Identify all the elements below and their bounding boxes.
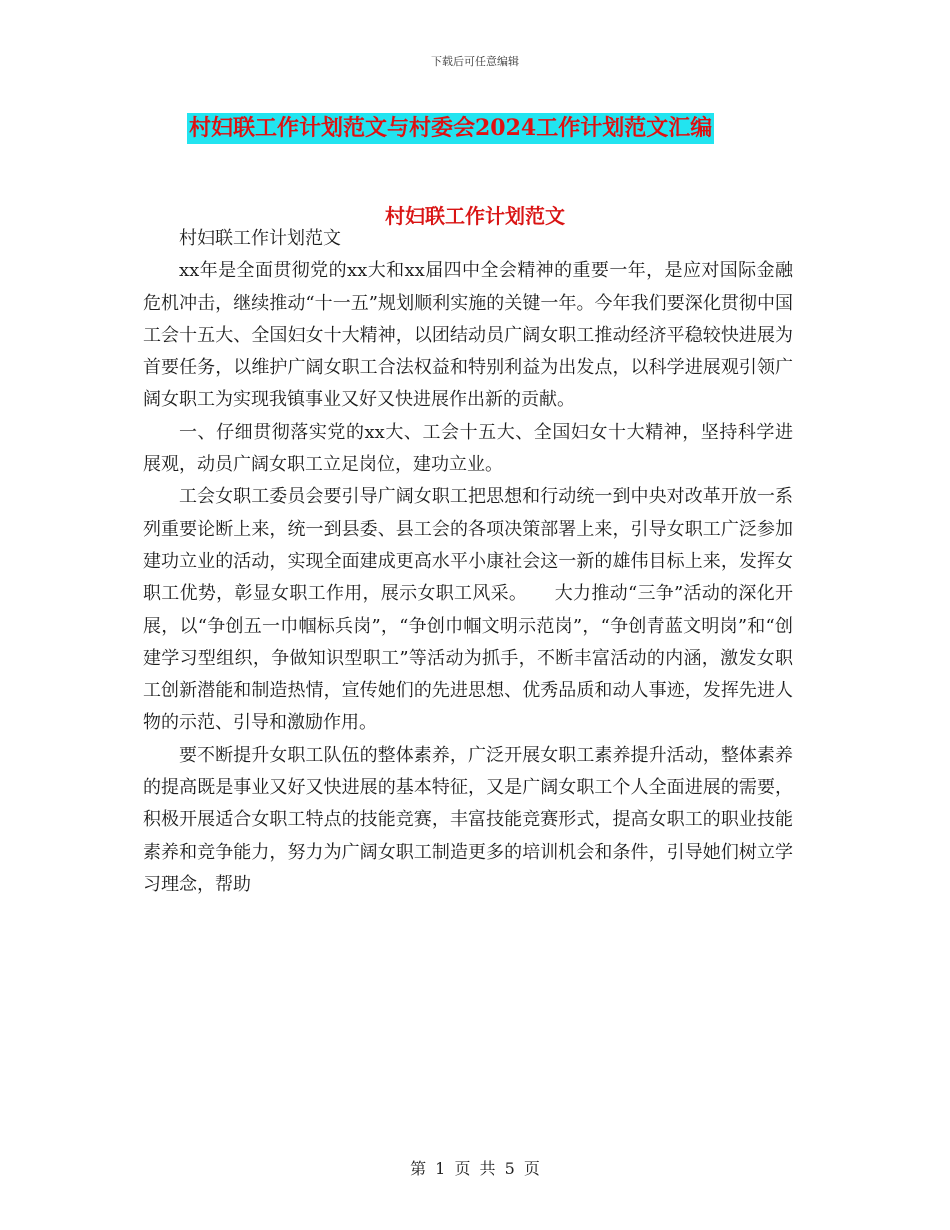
paragraph: 一、仔细贯彻落实党的xx大、工会十五大、全国妇女十大精神，坚持科学进展观，动员广阔女职工立足岗位，建功立业。 [143, 421, 793, 476]
paragraph: 要不断提升女职工队伍的整体素养，广泛开展女职工素养提升活动，整体素养的提高既是事业又好又快进展的基本特征，又是广阔女职工个人全面进展的需要，积极开展适合女职工特点的技能竞赛，丰富技能竞赛形式，提高女职工的职业技能素养和竞争能力，努力为广阔女职工制造更多的培训机会和条件，引导她们树立学习理念，帮助 [143, 744, 793, 895]
paragraph: 村妇联工作计划范文 [179, 228, 341, 249]
header-note: 下载后可任意编辑 [431, 55, 519, 68]
document-body [143, 223, 793, 901]
section-title: 村妇联工作计划范文 [385, 204, 565, 228]
page-footer: 第 1 页 共 5 页 [410, 1159, 540, 1178]
paragraph: xx年是全面贯彻党的xx大和xx届四中全会精神的重要一年，是应对国际金融危机冲击，继续推动“十一五”规划顺利实施的关键一年。今年我们要深化贯彻中国工会十五大、全国妇女十大精神，以团结动员广阔女职工推动经济平稳较快进展为首要任务，以维护广阔女职工合法权益和特别利益为出发点，以科学进展观引领广阔女职工为实现我镇事业又好又快进展作出新的贡献。 [143, 260, 793, 411]
paragraph: 工会女职工委员会要引导广阔女职工把思想和行动统一到中央对改革开放一系列重要论断上来，统一到县委、县工会的各项决策部署上来，引导女职工广泛参加建功立业的活动，实现全面建成更高水平小康社会这一新的雄伟目标上来，发挥女职工优势，彰显女职工作用，展示女职工风采。 大力推动“三争”活动的深化开展，以“争创五一巾帼标兵岗”，“争创巾帼文明示范岗”，“争创青蓝文明岗”和“创建学习型组织，争做知识型职工”等活动为抓手，不断丰富活动的内涵，激发女职工创新潜能和制造热情，宣传她们的先进思想、优秀品质和动人事迹，发挥先进人物的示范、引导和激励作用。 [143, 486, 793, 734]
document-title: 村妇联工作计划范文与村委会2024工作计划范文汇编 [187, 113, 714, 144]
